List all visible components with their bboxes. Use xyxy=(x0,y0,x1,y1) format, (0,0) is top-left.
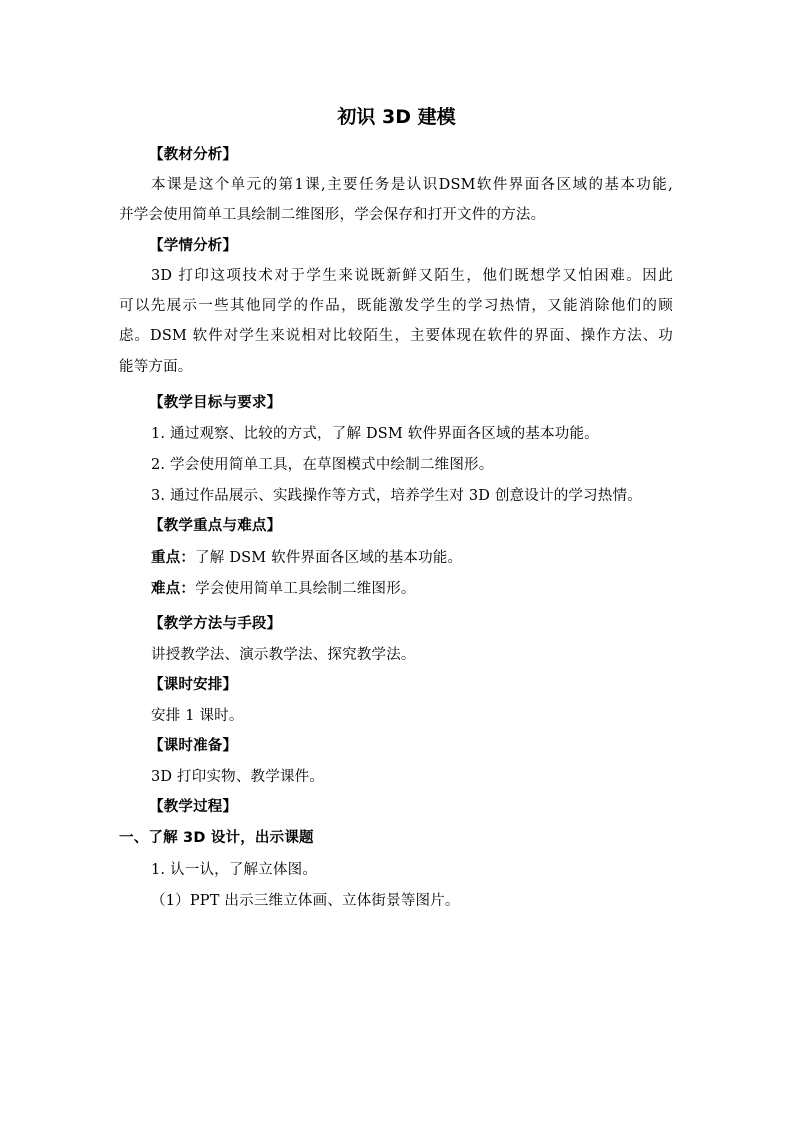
heading-key-points: 【教学重点与难点】 xyxy=(149,518,282,534)
paragraph-line: 能等方面。 xyxy=(119,359,193,375)
process-substep: （1）PPT 出示三维立体画、立体街景等图片。 xyxy=(151,893,460,909)
heading-process: 【教学过程】 xyxy=(149,799,238,815)
preparation-text: 3D 打印实物、教学课件。 xyxy=(151,769,325,785)
heading-learner-analysis: 【学情分析】 xyxy=(149,238,238,254)
methods-text: 讲授教学法、演示教学法、探究教学法。 xyxy=(151,647,416,663)
process-step: 1. 认一认，了解立体图。 xyxy=(151,862,318,878)
heading-preparation: 【课时准备】 xyxy=(149,738,238,754)
difficulty-label: 难点： xyxy=(151,581,196,597)
paragraph-line: 并学会使用简单工具绘制二维图形，学会保存和打开文件的方法。 xyxy=(119,207,546,223)
process-part-title: 一、了解 3D 设计，出示课题 xyxy=(119,830,314,846)
paragraph-line: 本课是这个单元的第1课,主要任务是认识DSM软件界面各区域的基本功能, xyxy=(151,177,673,193)
heading-textbook-analysis: 【教材分析】 xyxy=(149,147,238,163)
objective-item: 2. 学会使用简单工具，在草图模式中绘制二维图形。 xyxy=(151,457,494,473)
difficulty-text: 学会使用简单工具绘制二维图形。 xyxy=(195,581,416,597)
difficulty-line xyxy=(151,579,416,599)
paragraph-line: 虑。DSM 软件对学生来说相对比较陌生，主要体现在软件的界面、操作方法、功 xyxy=(119,328,673,344)
key-label: 重点： xyxy=(151,550,196,566)
paragraph-line: 3D 打印这项技术对于学生来说既新鲜又陌生，他们既想学又怕困难。因此 xyxy=(151,268,673,284)
page-title: 初识 3D 建模 xyxy=(337,106,456,128)
schedule-text: 安排 1 课时。 xyxy=(151,708,244,724)
heading-objectives: 【教学目标与要求】 xyxy=(149,395,282,411)
key-point-line xyxy=(151,548,462,568)
key-text: 了解 DSM 软件界面各区域的基本功能。 xyxy=(195,550,463,566)
objective-item: 1. 通过观察、比较的方式，了解 DSM 软件界面各区域的基本功能。 xyxy=(151,426,599,442)
heading-schedule: 【课时安排】 xyxy=(149,677,238,693)
heading-methods: 【教学方法与手段】 xyxy=(149,616,282,632)
objective-item: 3. 通过作品展示、实践操作等方式，培养学生对 3D 创意设计的学习热情。 xyxy=(151,488,642,504)
paragraph-line: 可以先展示一些其他同学的作品，既能激发学生的学习热情，又能消除他们的顾 xyxy=(119,298,673,314)
